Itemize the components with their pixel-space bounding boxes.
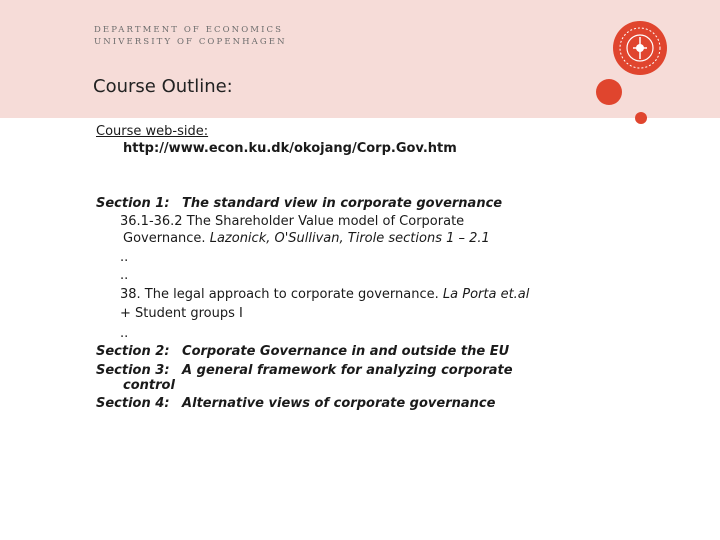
section-1-item-3: + Student groups I — [120, 306, 243, 321]
course-url-link[interactable]: http://www.econ.ku.dk/okojang/Corp.Gov.htm — [123, 141, 457, 156]
section-2-title: Corporate Governance in and outside the EU — [182, 344, 510, 359]
section-4-title: Alternative views of corporate governance — [182, 396, 496, 411]
university-line: UNIVERSITY OF COPENHAGEN — [94, 37, 287, 47]
section-3-title: A general framework for analyzing corporate — [182, 363, 513, 378]
ellipsis-3: .. — [120, 326, 129, 341]
section-1-label: Section 1: — [96, 196, 170, 211]
ellipsis-2: .. — [120, 268, 129, 283]
ellipsis-1: .. — [120, 250, 129, 265]
section-3-title-cont: control — [123, 378, 175, 393]
section-3-label: Section 3: — [96, 363, 170, 378]
section-1-item-2-ref: La Porta et.al — [442, 287, 530, 302]
department-name — [94, 24, 287, 48]
course-web-label: Course web-side: — [96, 124, 209, 139]
decorative-dot-large — [596, 79, 622, 105]
section-1-item-2: 38. The legal approach to corporate governance. — [120, 287, 443, 302]
section-1-item-1-line2: Governance. — [123, 231, 210, 246]
department-line: DEPARTMENT OF ECONOMICS — [94, 25, 284, 35]
page-title: Course Outline: — [93, 76, 233, 97]
decorative-dot-small — [635, 112, 647, 124]
section-1-title: The standard view in corporate governance — [182, 196, 503, 211]
section-2-label: Section 2: — [96, 344, 170, 359]
section-1-item-1-refs: Lazonick, O'Sullivan, Tirole sections 1 – 2.1 — [209, 231, 490, 246]
university-seal-icon — [612, 20, 668, 76]
section-4-label: Section 4: — [96, 396, 170, 411]
section-1-item-1-line1: 36.1-36.2 The Shareholder Value model of Corporate — [120, 214, 465, 229]
